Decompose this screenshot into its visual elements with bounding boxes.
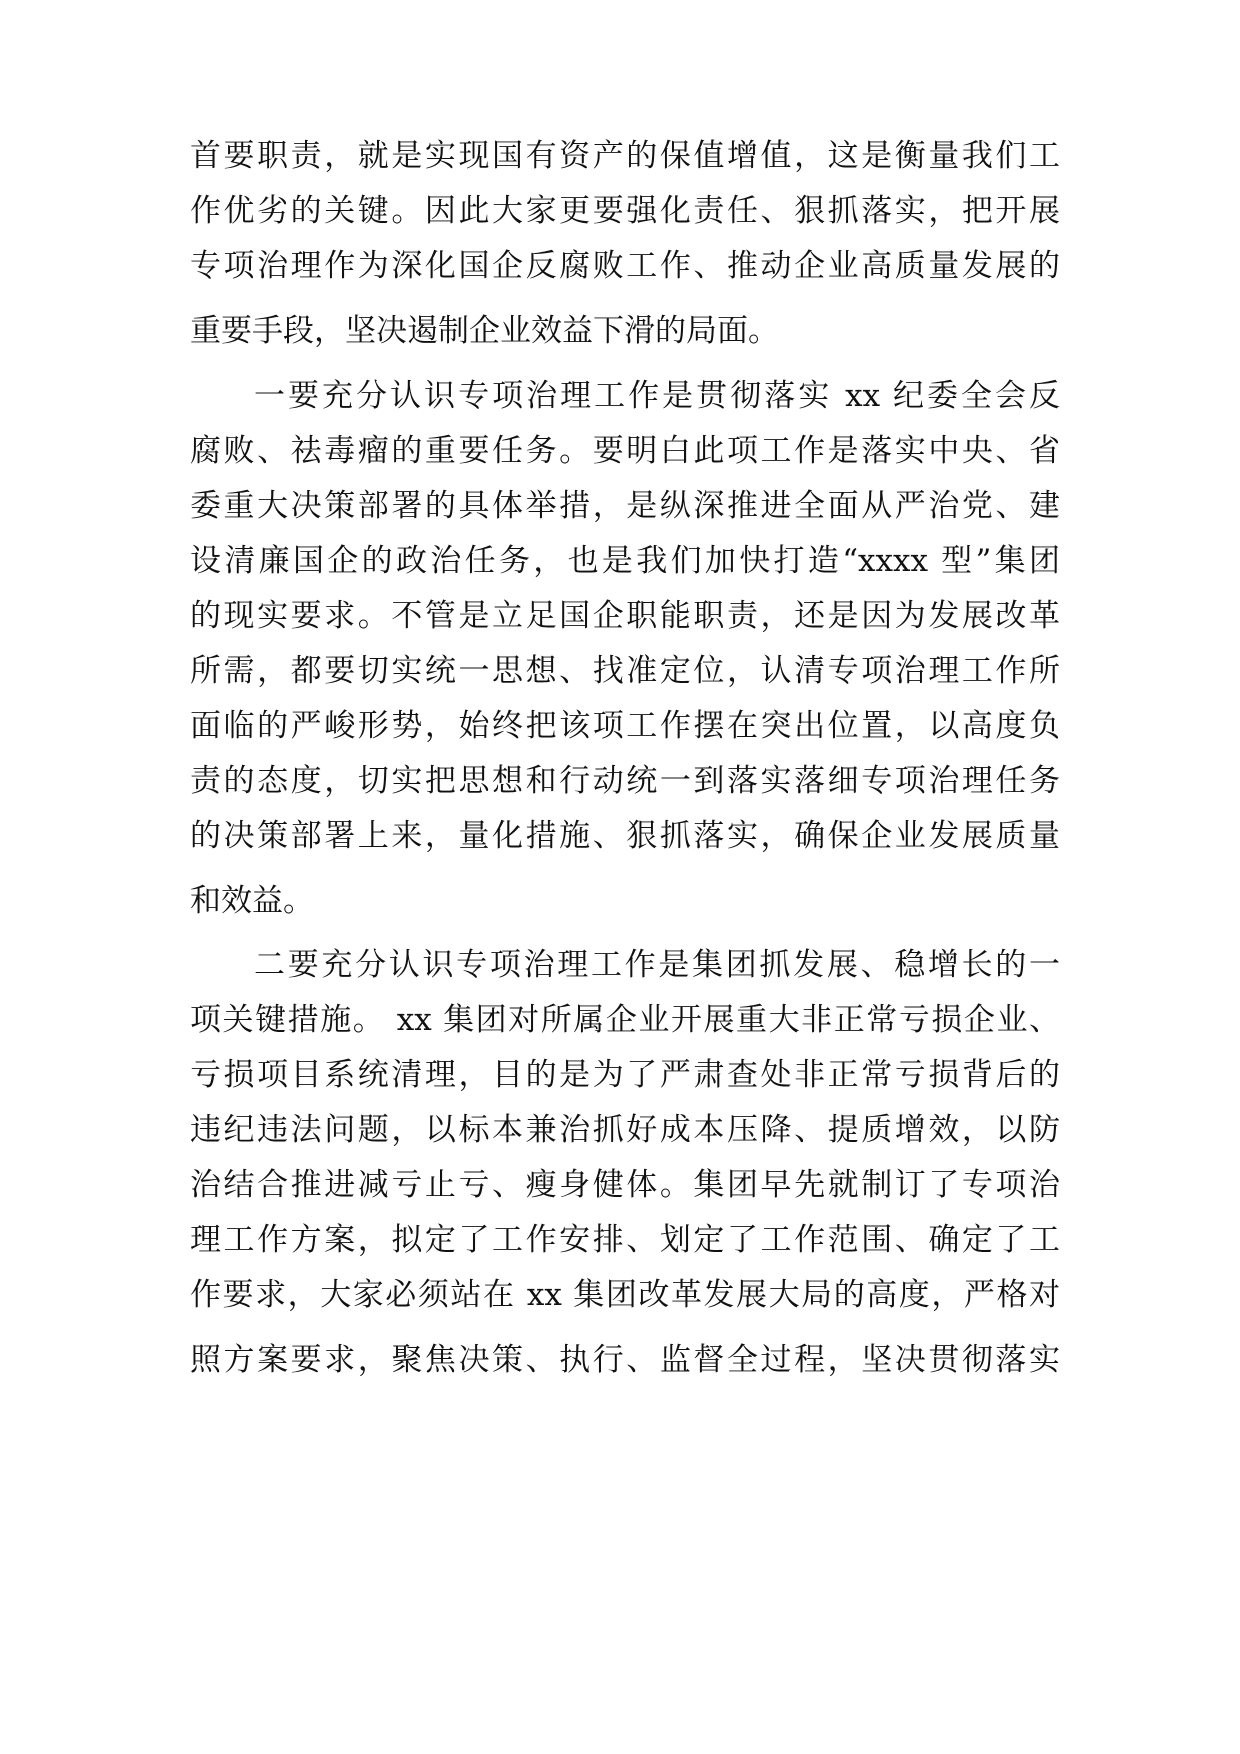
paragraph-line-9: 的现实要求。不管是立足国企职能职责，还是因为发展改革: [190, 598, 1060, 634]
paragraph-line-21: 作要求，大家必须站在 xx 集团改革发展大局的高度，严格对: [190, 1277, 1060, 1313]
paragraph-line-14: 和效益。: [190, 883, 314, 919]
paragraph-line-5: 一要充分认识专项治理工作是贯彻落实 xx 纪委全会反: [254, 378, 1060, 414]
paragraph-line-3: 专项治理作为深化国企反腐败工作、推动企业高质量发展的: [190, 248, 1060, 284]
paragraph-line-8: 设清廉国企的政治任务，也是我们加快打造“xxxx 型”集团: [190, 543, 1060, 579]
paragraph-line-12: 责的态度，切实把思想和行动统一到落实落细专项治理任务: [190, 763, 1060, 799]
paragraph-line-4: 重要手段，坚决遏制企业效益下滑的局面。: [190, 313, 779, 349]
paragraph-line-19: 治结合推进减亏止亏、瘦身健体。集团早先就制订了专项治: [190, 1167, 1060, 1203]
paragraph-line-7: 委重大决策部署的具体举措，是纵深推进全面从严治党、建: [190, 488, 1060, 524]
paragraph-line-13: 的决策部署上来，量化措施、狠抓落实，确保企业发展质量: [190, 818, 1060, 854]
paragraph-line-2: 作优劣的关键。因此大家更要强化责任、狠抓落实，把开展: [190, 193, 1060, 229]
paragraph-line-15: 二要充分认识专项治理工作是集团抓发展、稳增长的一: [254, 947, 1060, 983]
paragraph-line-20: 理工作方案，拟定了工作安排、划定了工作范围、确定了工: [190, 1222, 1060, 1258]
paragraph-line-16: 项关键措施。 xx 集团对所属企业开展重大非正常亏损企业、: [190, 1002, 1060, 1038]
paragraph-line-17: 亏损项目系统清理，目的是为了严肃查处非正常亏损背后的: [190, 1057, 1060, 1093]
paragraph-line-6: 腐败、祛毒瘤的重要任务。要明白此项工作是落实中央、省: [190, 433, 1060, 469]
paragraph-line-18: 违纪违法问题，以标本兼治抓好成本压降、提质增效，以防: [190, 1112, 1060, 1148]
paragraph-line-10: 所需，都要切实统一思想、找准定位，认清专项治理工作所: [190, 653, 1060, 689]
paragraph-line-11: 面临的严峻形势，始终把该项工作摆在突出位置，以高度负: [190, 708, 1060, 744]
paragraph-line-22: 照方案要求，聚焦决策、执行、监督全过程，坚决贯彻落实: [190, 1342, 1060, 1378]
paragraph-line-1: 首要职责，就是实现国有资产的保值增值，这是衡量我们工: [190, 138, 1060, 174]
